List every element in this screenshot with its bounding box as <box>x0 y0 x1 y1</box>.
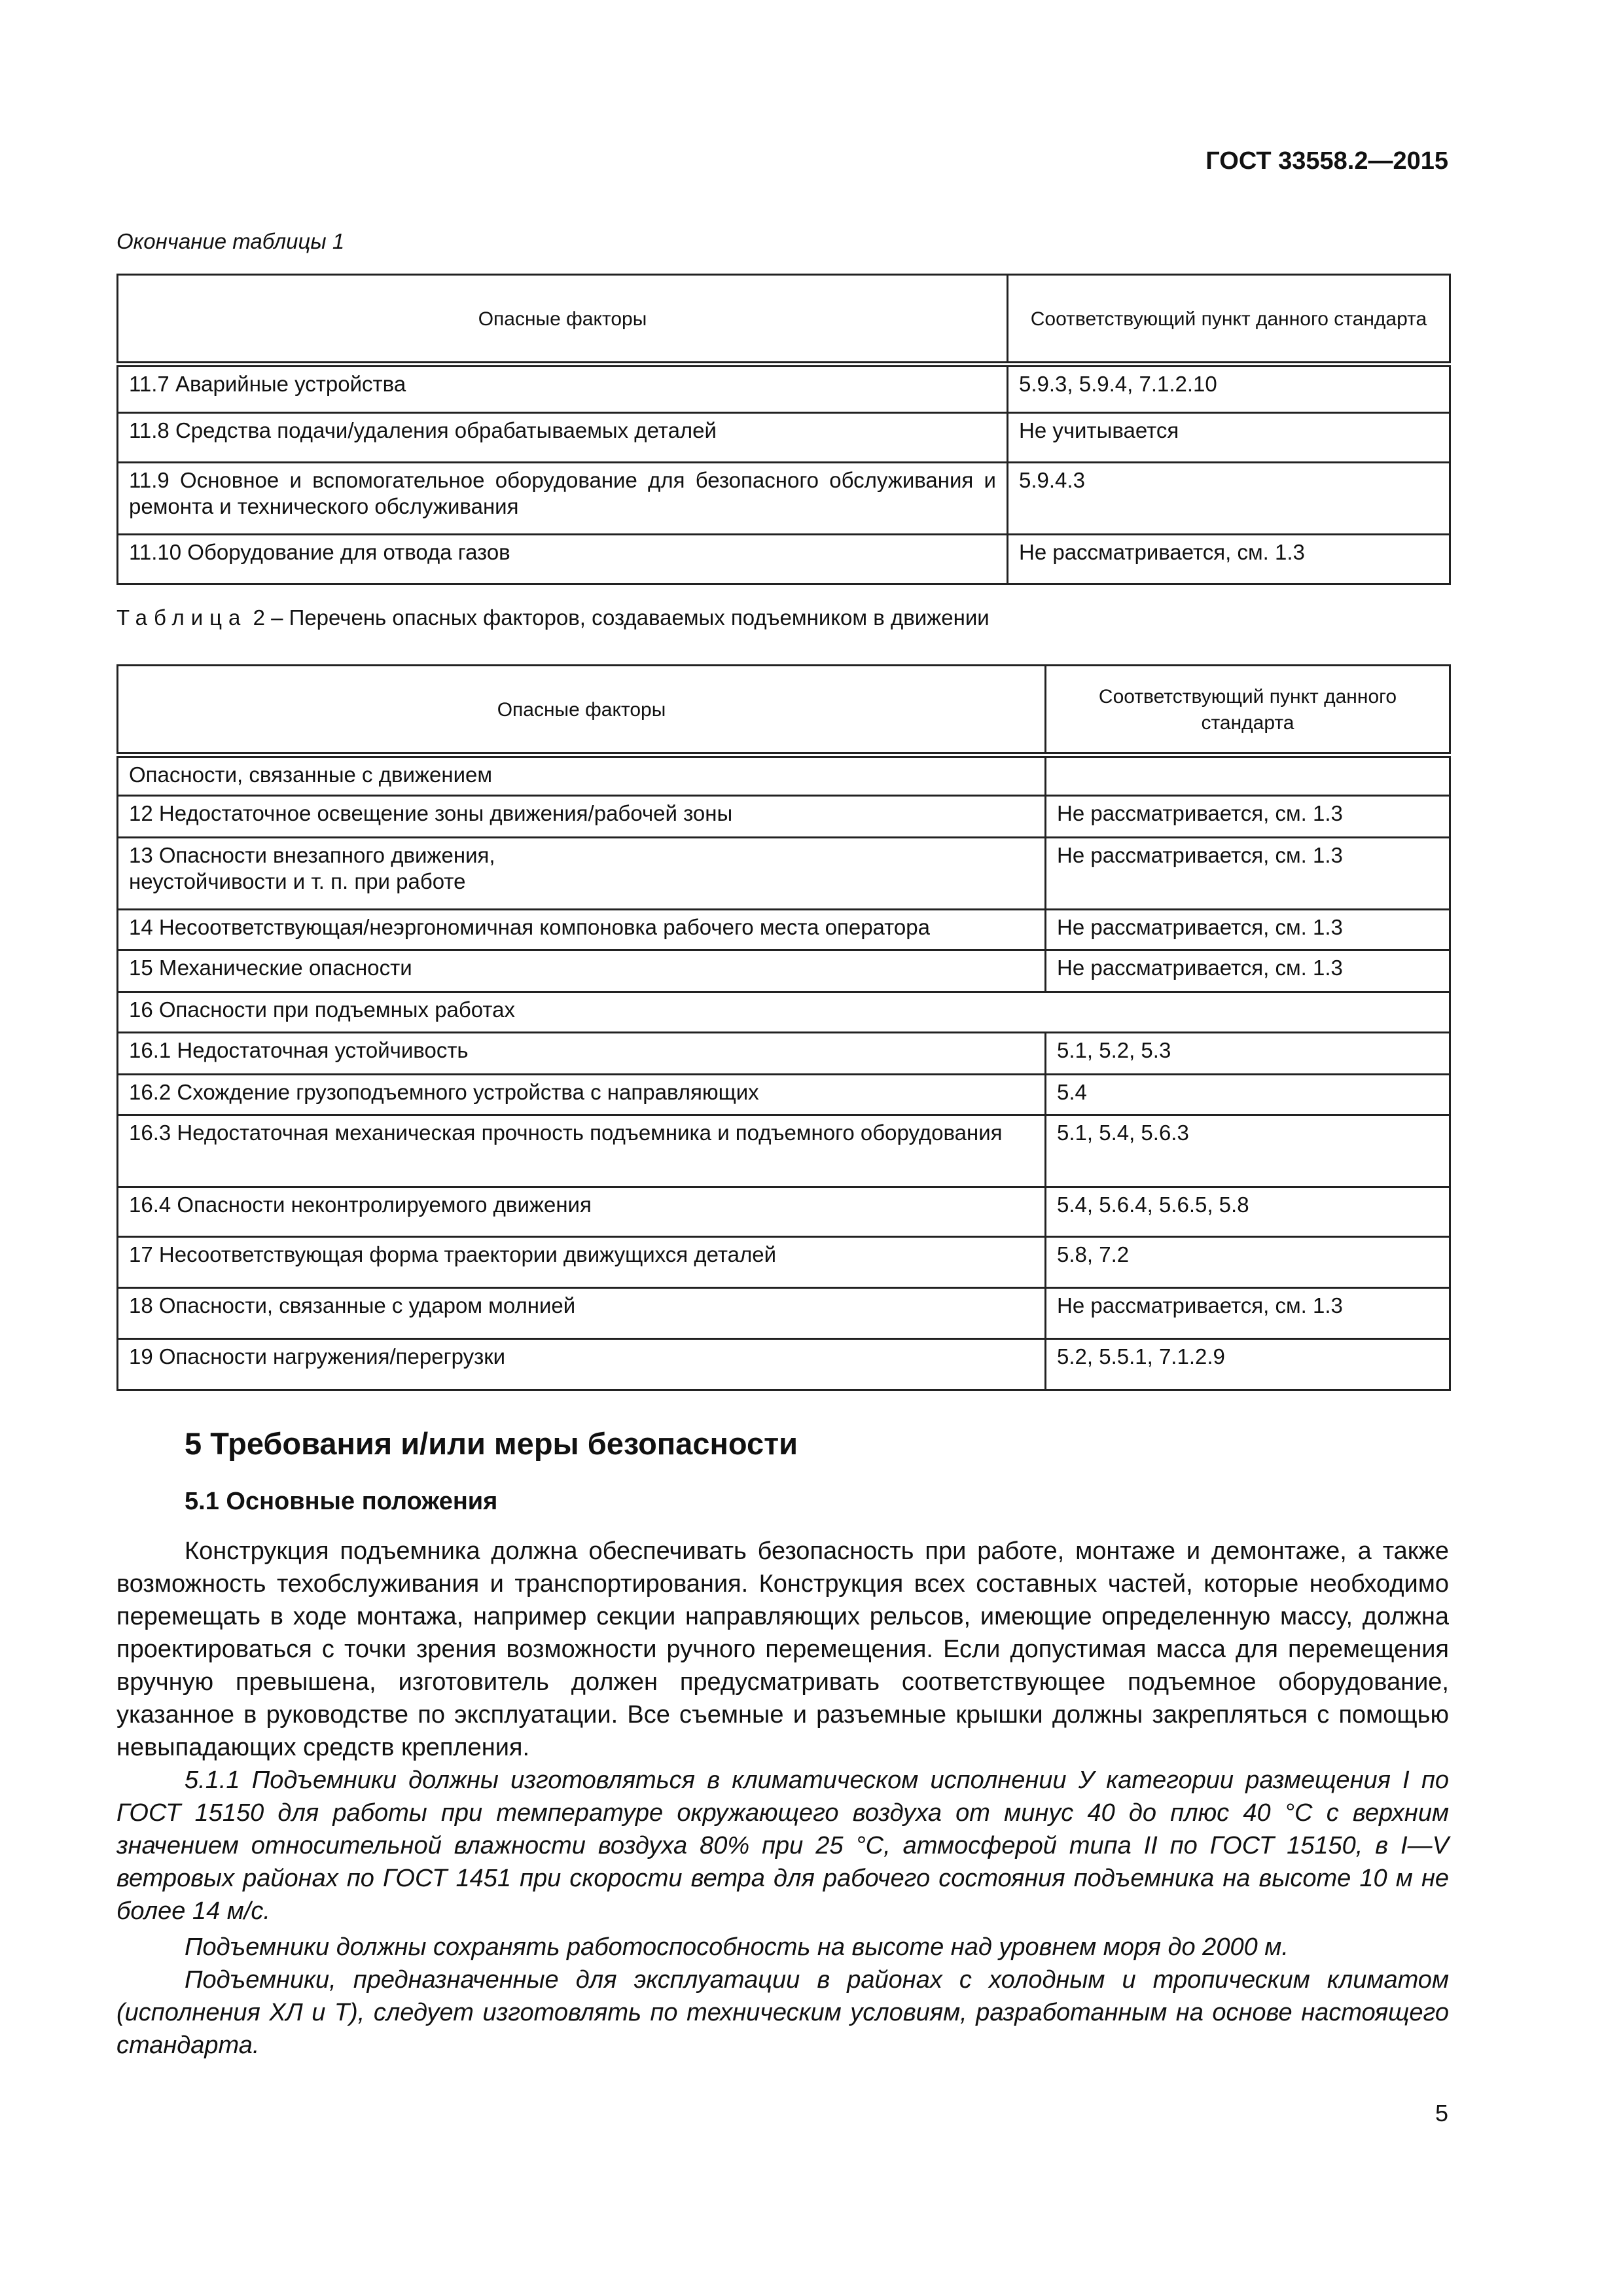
hazard-cell: 15 Механические опасности <box>118 950 1046 992</box>
clause-cell: 5.8, 7.2 <box>1046 1237 1450 1288</box>
table1-caption: Окончание таблицы 1 <box>116 229 345 253</box>
clause-cell: 5.4 <box>1046 1075 1450 1115</box>
clause-cell: Не рассматривается, см. 1.3 <box>1046 796 1450 838</box>
table2-header-hazards: Опасные факторы <box>118 666 1046 755</box>
table-row <box>118 1288 1450 1339</box>
hazard-cell: 14 Несоответствующая/неэргономичная компоновка рабочего места оператора <box>118 910 1046 950</box>
table1-header-hazards: Опасные факторы <box>118 275 1008 365</box>
table-row <box>118 992 1450 1033</box>
clause-cell: 5.9.4.3 <box>1008 463 1450 535</box>
clause-cell: 5.2, 5.5.1, 7.1.2.9 <box>1046 1339 1450 1390</box>
table-row <box>118 1075 1450 1115</box>
hazard-cell: 16.1 Недостаточная устойчивость <box>118 1033 1046 1075</box>
table2-header-row <box>118 666 1450 755</box>
clause-cell: Не рассматривается, см. 1.3 <box>1046 950 1450 992</box>
clause-cell: Не рассматривается, см. 1.3 <box>1046 910 1450 950</box>
table2 <box>116 664 1451 1391</box>
clause-cell: Не рассматривается, см. 1.3 <box>1046 838 1450 910</box>
hazard-group-cell: 16 Опасности при подъемных работах <box>118 992 1450 1033</box>
table-row <box>118 535 1450 584</box>
document-header-id: ГОСТ 33558.2—2015 <box>1205 147 1448 175</box>
body-paragraph: Подъемники, предназначенные для эксплуатации в районах с холодным и тропическим климатом (исполнения ХЛ и Т), следует изготовлять по техническим условиям, разработанным на основе настоящего стандарта. <box>116 1966 1449 2059</box>
hazard-cell: 11.9 Основное и вспомогательное оборудование для безопасного обслуживания и ремонта и технического обслуживания <box>118 463 1008 535</box>
page-number: 5 <box>1435 2100 1448 2126</box>
table-row <box>118 796 1450 838</box>
table2-caption <box>116 605 990 630</box>
table-row <box>118 365 1450 413</box>
clause-cell: Не рассматривается, см. 1.3 <box>1008 535 1450 584</box>
hazard-cell: Опасности, связанные с движением <box>118 755 1046 796</box>
table1-header-clause: Соответствующий пункт данного стандарта <box>1008 275 1450 365</box>
hazard-cell: 13 Опасности внезапного движения, неустойчивости и т. п. при работе <box>118 838 1046 910</box>
clause-cell <box>1046 755 1450 796</box>
table-row <box>118 1187 1450 1237</box>
section-title: 5 Требования и/или меры безопасности <box>185 1426 798 1461</box>
subsection-title: 5.1 Основные положения <box>185 1488 498 1515</box>
body-paragraph: Конструкция подъемника должна обеспечивать безопасность при работе, монтаже и демонтаже, а также возможность техобслуживания и транспортирования. Конструкция всех составных частей, которые необходимо перемещать в ходе монтажа, например секции направляющих рельсов, имеющие определенную массу, должна проектироваться с точки зрения возможности ручного перемещения. Если допустимая масса для перемещения вручную превышена, изготовитель должен предусматривать соответствующее подъемное оборудование, указанное в руководстве по эксплуатации. Все съемные и разъемные крышки должны закрепляться с помощью невыпадающих средств крепления. <box>116 1537 1449 1761</box>
table-row <box>118 1033 1450 1075</box>
clause-cell: Не рассматривается, см. 1.3 <box>1046 1288 1450 1339</box>
hazard-cell: 16.4 Опасности неконтролируемого движения <box>118 1187 1046 1237</box>
clause-cell: 5.4, 5.6.4, 5.6.5, 5.8 <box>1046 1187 1450 1237</box>
table-row <box>118 463 1450 535</box>
clause-cell: 5.1, 5.4, 5.6.3 <box>1046 1115 1450 1187</box>
table1-header-row <box>118 275 1450 365</box>
table2-caption-label: Таблица <box>116 605 247 630</box>
clause-cell: 5.1, 5.2, 5.3 <box>1046 1033 1450 1075</box>
table-row <box>118 1237 1450 1288</box>
hazard-cell: 11.10 Оборудование для отвода газов <box>118 535 1008 584</box>
hazard-cell: 11.8 Средства подачи/удаления обрабатываемых деталей <box>118 413 1008 463</box>
hazard-cell: 18 Опасности, связанные с ударом молнией <box>118 1288 1046 1339</box>
table-row <box>118 1115 1450 1187</box>
hazard-cell: 12 Недостаточное освещение зоны движения/рабочей зоны <box>118 796 1046 838</box>
table1 <box>116 274 1451 585</box>
hazard-cell: 16.2 Схождение грузоподъемного устройства с направляющих <box>118 1075 1046 1115</box>
table-row <box>118 910 1450 950</box>
clause-cell: 5.9.3, 5.9.4, 7.1.2.10 <box>1008 365 1450 413</box>
hazard-cell: 19 Опасности нагружения/перегрузки <box>118 1339 1046 1390</box>
table2-caption-text: 2 – Перечень опасных факторов, создаваемых подъемником в движении <box>253 605 990 630</box>
table2-header-clause: Соответствующий пункт данного стандарта <box>1046 666 1450 755</box>
table-row <box>118 1339 1450 1390</box>
body-paragraph: 5.1.1 Подъемники должны изготовляться в климатическом исполнении У категории размещения I по ГОСТ 15150 для работы при температуре окружающего воздуха от минус 40 до плюс 40 °С с верхним значением относительной влажности воздуха 80% при 25 °С, атмосферой типа II по ГОСТ 15150, в I—V ветровых районах по ГОСТ 1451 при скорости ветра для рабочего состояния подъемника на высоте 10 м не более 14 м/с. <box>116 1767 1449 1925</box>
table-row <box>118 838 1450 910</box>
hazard-cell: 11.7 Аварийные устройства <box>118 365 1008 413</box>
clause-cell: Не учитывается <box>1008 413 1450 463</box>
body-paragraph: Подъемники должны сохранять работоспособность на высоте над уровнем моря до 2000 м. <box>185 1933 1289 1961</box>
hazard-cell: 17 Несоответствующая форма траектории движущихся деталей <box>118 1237 1046 1288</box>
table-row <box>118 413 1450 463</box>
hazard-cell: 16.3 Недостаточная механическая прочность подъемника и подъемного оборудования <box>118 1115 1046 1187</box>
table-row <box>118 950 1450 992</box>
table-row <box>118 755 1450 796</box>
